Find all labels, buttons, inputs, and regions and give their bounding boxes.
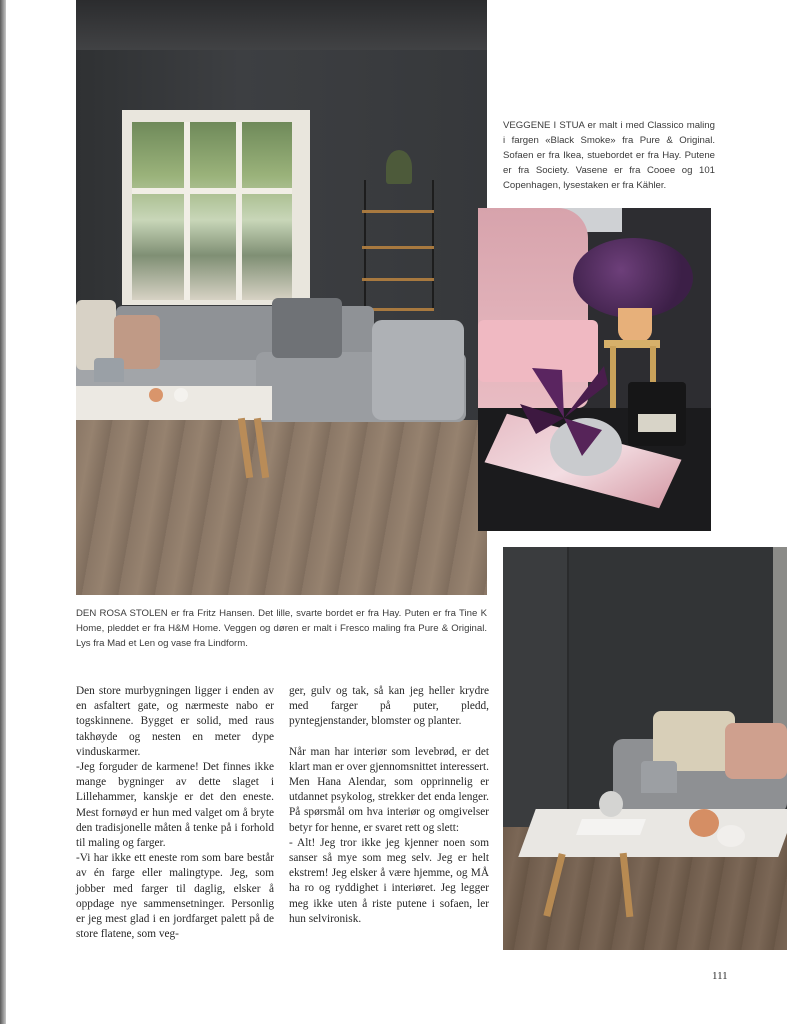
books (576, 819, 646, 835)
article-paragraph: Når man har interiør som levebrød, er det klart man er over gjennomsnittet interessert. Men Hana Alendar, som opprinnelig er utdannet psykolog, strekker det enda lenger. På spørsmål om hva interiør og omgivelser betyr for henne, er svaret rett og slett: (289, 745, 489, 834)
article-paragraph: Den store murbygningen ligger i enden av en asfaltert gate, og nærmeste nabo er togskinnene. Bygget er solid, med raus takhøyde og nesten en meter dype vinduskarmer. (76, 685, 274, 758)
coffee-table (518, 809, 787, 857)
shelf (362, 278, 434, 281)
page-number: 111 (712, 970, 728, 982)
shelf (362, 246, 434, 249)
cushion (725, 723, 787, 779)
vase (599, 791, 623, 817)
butterfly-icon (514, 360, 614, 460)
vase (174, 388, 188, 402)
article-column-left (76, 684, 274, 942)
window-glass (132, 122, 292, 300)
purple-flowers (573, 238, 693, 318)
previous-page-edge (0, 0, 6, 1024)
cushion (272, 298, 342, 358)
corner-sofa-photo (503, 547, 787, 950)
table-lamp (94, 358, 124, 382)
article-paragraph: ger, gulv og tak, så kan jeg heller krydre med farger på puter, pledd, pyntegjenstander, blomster og planter. (289, 685, 489, 728)
photo-caption-top (503, 118, 715, 193)
candle-label (638, 414, 676, 432)
article-column-right (289, 684, 489, 927)
caption-lead: VEGGENE I STUA (503, 120, 585, 131)
vase (689, 809, 719, 837)
plant (386, 150, 412, 184)
caption-text: er malt i med Classico maling i fargen «Black Smoke» fra Pure & Original. Sofaen er fra Ikea, stuebordet er fra Hay. Putene er fra Society. Vasene er fra Cooee og 101 Copenhagen, lysestaken er fra Kähler. (503, 120, 715, 191)
photo-caption-middle (76, 606, 487, 651)
vase (149, 388, 163, 402)
butterfly-detail-photo (478, 208, 711, 531)
window-mullion (184, 122, 190, 300)
window-mullion (236, 122, 242, 300)
sofa-arm (372, 320, 464, 420)
article-paragraph: -Vi har ikke ett eneste rom som bare består av én farge eller malingtype. Jeg, som jobber med farger til daglig, elsker å oppdage nye sammensetninger. Personlig er jeg mest glad i en jordfarget palett på de store flatene, som veg- (76, 852, 274, 941)
article-paragraph: -Jeg forguder de karmene! Det finnes ikke mange bygninger av dette slaget i Lillehammer, kanskje er det den eneste. Mest fornøyd er hun med valget om å bryte den tradisjonelle måten å tenke på i forhold til maling og farger. (76, 761, 274, 850)
shelf-post (364, 180, 366, 310)
vase (717, 825, 745, 847)
living-room-photo (76, 0, 487, 595)
caption-text: er fra Fritz Hansen. Det lille, svarte bordet er fra Hay. Puten er fra Tine K Home, pleddet er fra H&M Home. Veggen og døren er malt i Fresco maling fra Pure & Original. Lys fra Mad et Len og vase fra Lindform. (76, 608, 487, 649)
article-paragraph: - Alt! Jeg tror ikke jeg kjenner noen som sanser så mye som meg selv. Jeg er helt ekstrem! Jeg elsker å være hjemme, og MÅ ha ro og ryddighet i interiøret. Jeg legger meg ikke uten å riste putene i sofaen, ler hun selvironisk. (289, 836, 489, 925)
caption-lead: DEN ROSA STOLEN (76, 608, 168, 619)
vase (618, 308, 652, 342)
shelf-post (432, 180, 434, 310)
wood-floor (76, 420, 487, 595)
table-lamp (641, 761, 677, 793)
window-transom (132, 188, 292, 194)
shelf (362, 210, 434, 213)
